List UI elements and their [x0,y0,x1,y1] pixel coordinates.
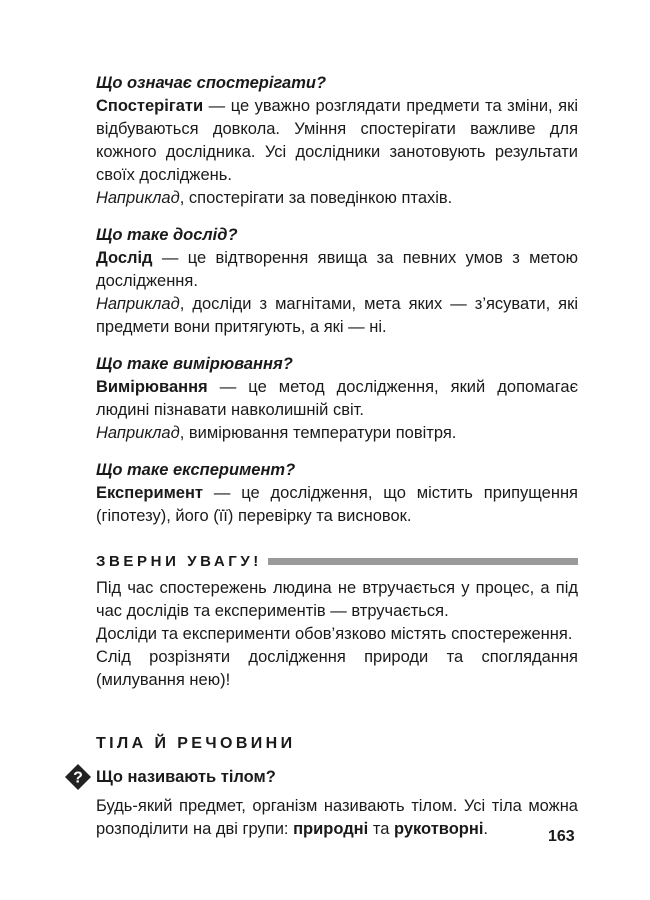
example-text: , спостерігати за поведінкою птахів. [179,189,453,207]
example-paragraph [96,187,578,210]
page-content [73,72,578,841]
section-question-row [64,763,578,791]
joiner-text: та [368,820,394,838]
attention-paragraph: Досліди та експерименти обов’язково містять спостереження. [96,625,573,643]
section-body-paragraph [96,795,578,841]
question-heading: Що таке вимірювання? [96,355,293,373]
section-title: ТІЛА Й РЕЧОВИНИ [96,735,296,752]
section-question: Що називають тілом? [96,767,276,786]
example-lead: Наприклад [96,189,180,207]
example-text: , досліди з магнітами, мета яких — з’ясувати, які предмети вони притягують, а які — ні. [96,295,578,336]
definition-paragraph [96,95,578,187]
question-heading: Що означає спостерігати? [96,74,327,92]
term: Дослід [96,249,153,267]
example-text: , вимірювання температури повітря. [179,424,457,442]
group-natural: природні [293,820,369,838]
attention-paragraph: Під час спостережень людина не втручається у процес, а під час дослідів та експериментів — втручається. [96,579,578,620]
definition-paragraph [96,376,578,422]
attention-paragraph: Слід розрізняти дослідження природи та споглядання (милування нею)! [96,648,578,689]
attention-title: ЗВЕРНИ УВАГУ! [96,553,262,570]
attention-header [96,550,578,573]
question-heading: Що таке експеримент? [96,461,296,479]
term: Спостерігати [96,97,204,115]
question-diamond-icon [64,763,92,791]
definition-paragraph [96,247,578,293]
definition-text: — це уважно розглядати предмети та зміни, які відбуваються довкола. Уміння спостерігати важливе для кожного дослідника. Усі дослідники занотовують результати своїх досліджень. [96,97,578,184]
body-end: . [483,820,489,838]
example-paragraph [96,293,578,339]
term: Експеримент [96,484,204,502]
definition-text: — це дослідження, що містить припущення (гіпотезу), його (її) перевірку та висновок. [96,484,578,525]
attention-body [96,577,578,692]
svg-text:?: ? [73,769,83,787]
example-lead: Наприклад [96,295,180,313]
example-lead: Наприклад [96,424,180,442]
attention-divider-bar [268,558,578,565]
term: Вимірювання [96,378,208,396]
page-number: 163 [548,828,575,845]
definition-paragraph [96,482,578,528]
group-manmade: рукотворні [393,820,484,838]
definition-text: — це відтворення явища за певних умов з метою дослідження. [96,249,578,290]
section-body-start: Будь-який предмет, організм називають тілом. Усі тіла можна розподілити на дві групи: [96,797,578,838]
definition-text: — це метод дослідження, який допомагає людині пізнавати навколишній світ. [96,378,578,419]
example-paragraph [96,422,578,445]
question-heading: Що таке дослід? [96,226,238,244]
